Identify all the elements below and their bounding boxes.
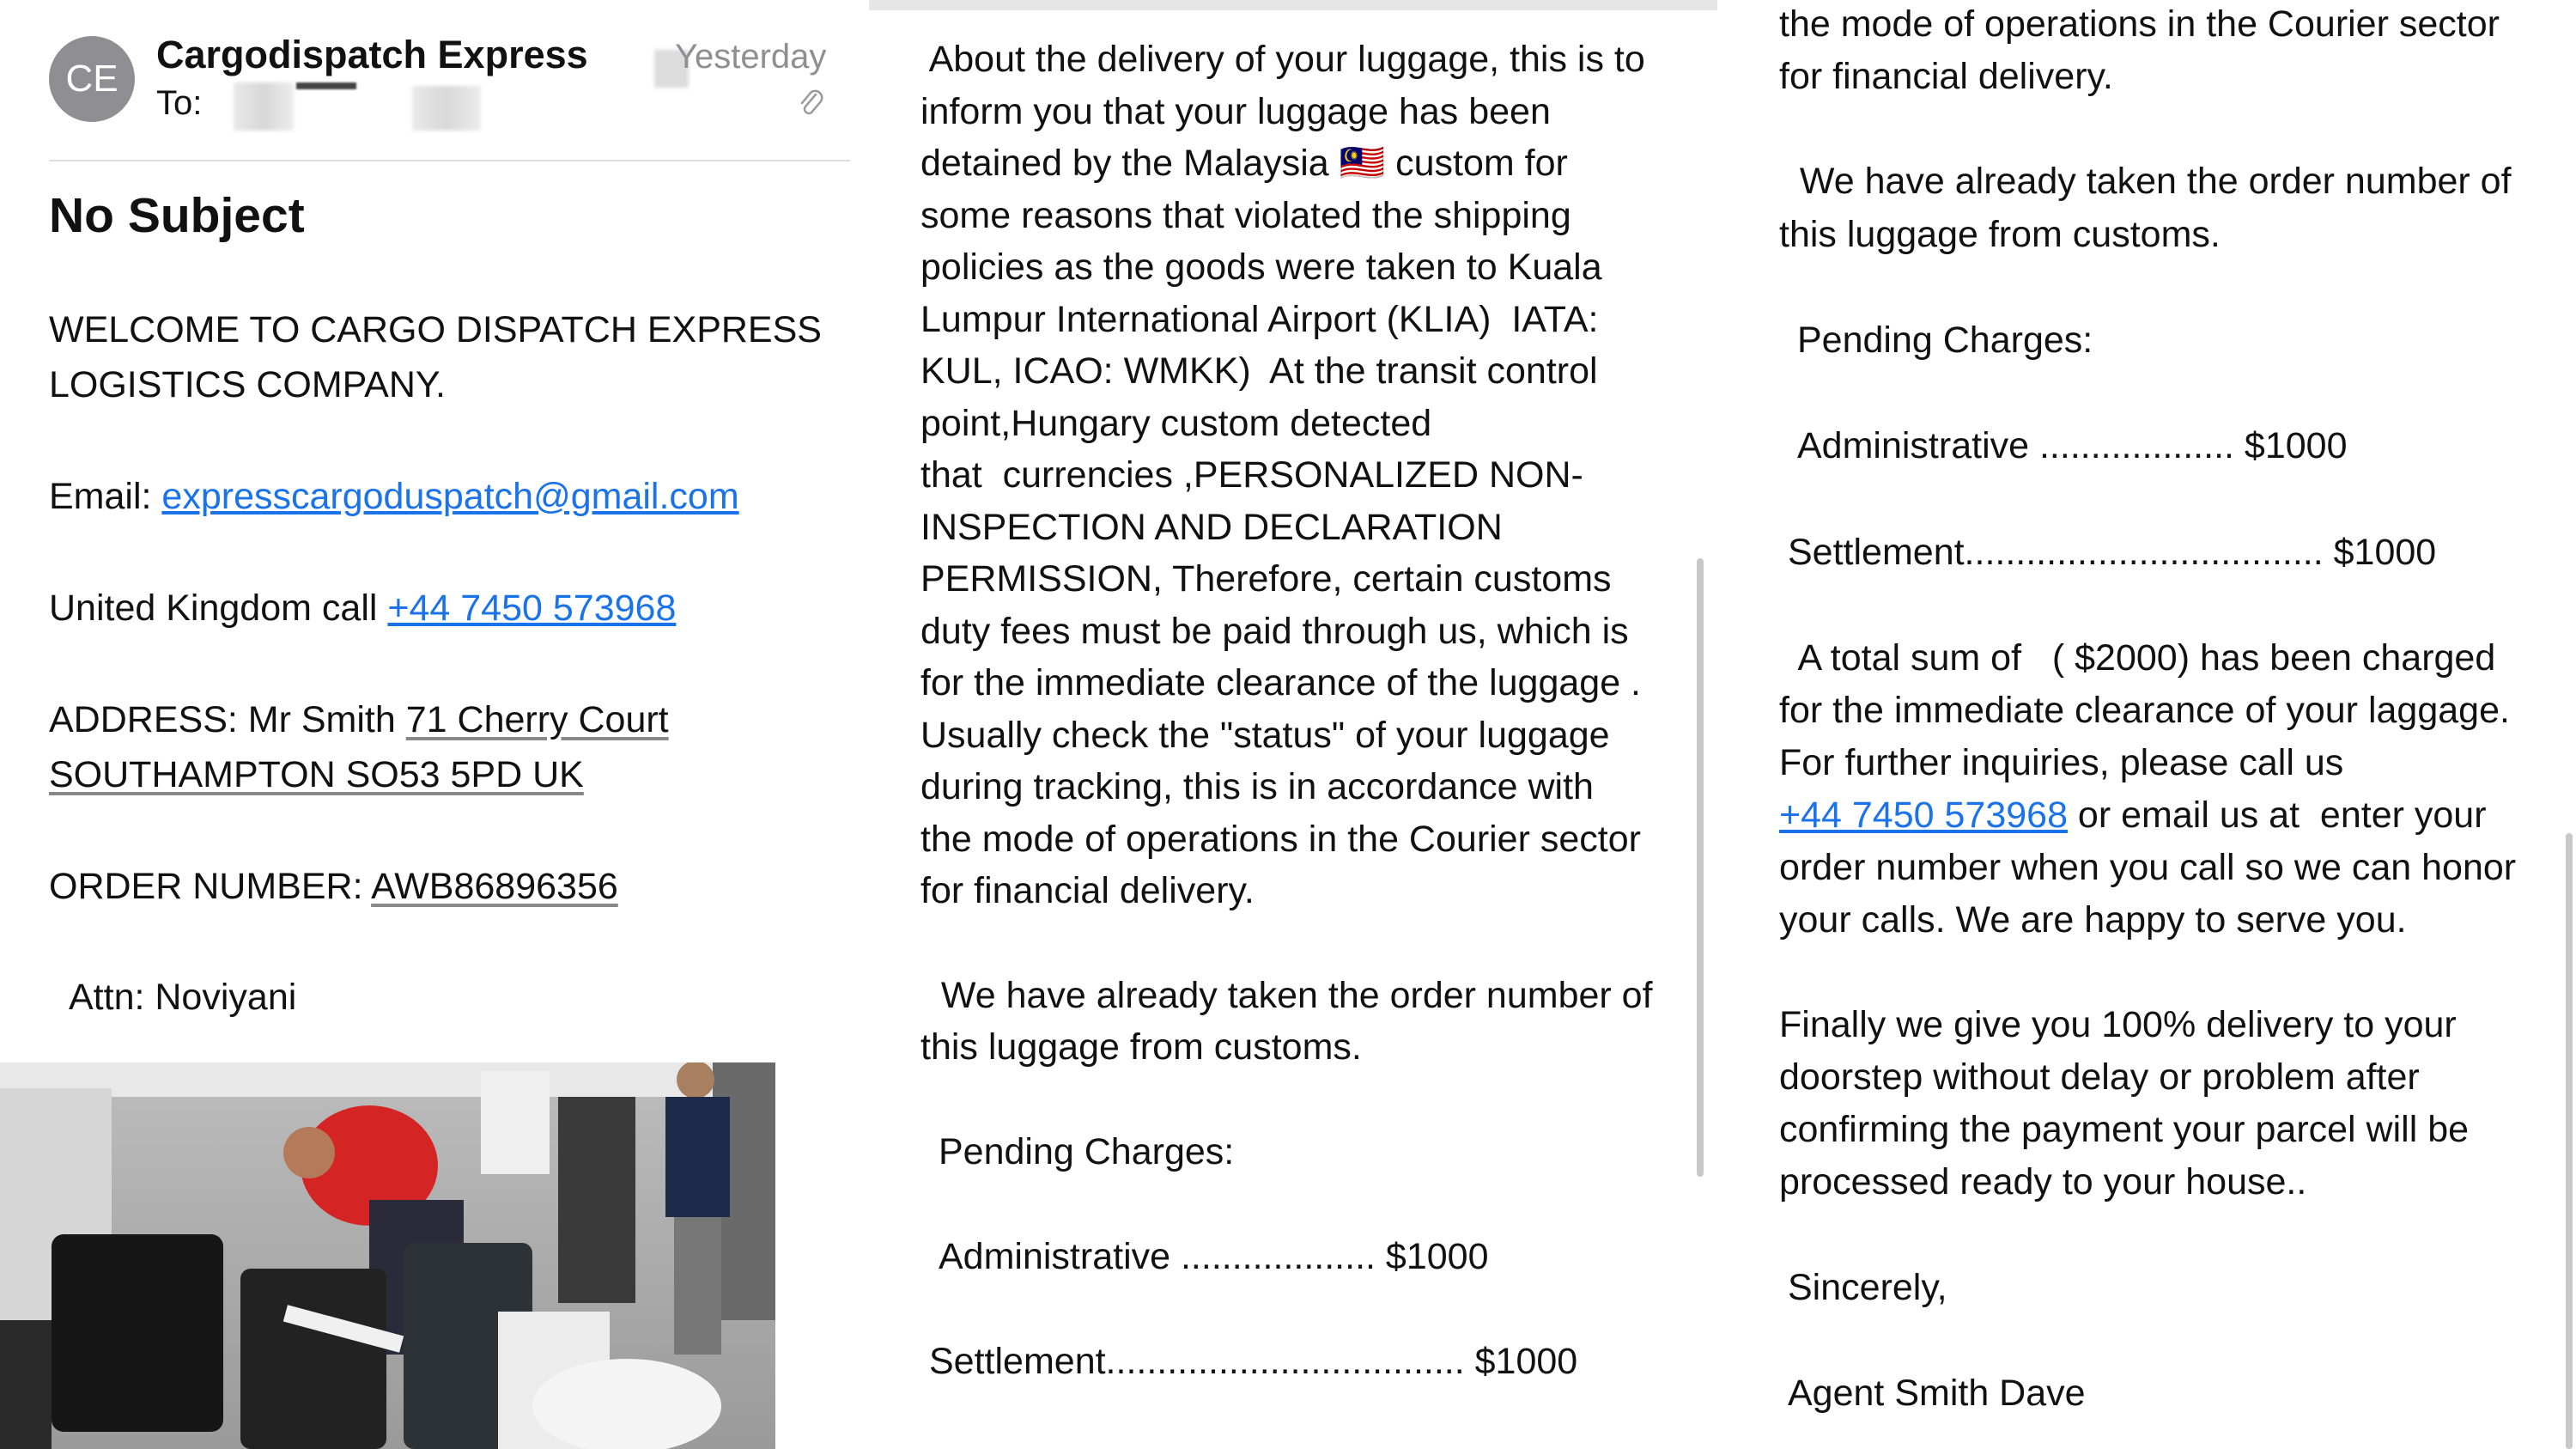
settlement-charge: Settlement................................... $1000 [1788, 532, 2437, 573]
email-link[interactable]: expresscargoduspatch@gmail.com [161, 476, 739, 517]
order-label: ORDER NUMBER: [49, 866, 372, 907]
contact-phone-link[interactable]: +44 7450 573968 [1779, 795, 2068, 836]
panel-separator-2 [1717, 0, 1728, 1449]
header-divider [49, 160, 850, 161]
taken-line-2: this luggage from customs. [1779, 214, 2221, 255]
avatar-initials: CE [65, 58, 118, 100]
address-street[interactable]: 71 Cherry Court [405, 699, 669, 740]
address-line-1 [49, 694, 669, 746]
body-line: the mode of operations in the Courier sector [920, 818, 1641, 860]
uk-phone-link[interactable]: +44 7450 573968 [387, 588, 677, 629]
address-label: ADDRESS: Mr Smith [49, 699, 406, 740]
body-line: point,Hungary custom detected [920, 402, 1432, 444]
order-number[interactable]: AWB86896356 [371, 866, 618, 907]
finally-line-4: processed ready to your house.. [1779, 1161, 2307, 1202]
body-line: that currencies ,PERSONALIZED NON- [920, 454, 1583, 496]
body-line: for financial delivery. [920, 870, 1255, 911]
redacted-recipient-mark [296, 82, 356, 89]
administrative-charge: Administrative ................... $1000 [939, 1236, 1489, 1277]
mode-line-2: for financial delivery. [1779, 56, 2113, 97]
body-line: policies as the goods were taken to Kuala [920, 247, 1602, 288]
email-body-panel-middle [869, 0, 1717, 1449]
body-line: Lumpur International Airport (KLIA) IATA: [920, 298, 1599, 340]
total-line-1: A total sum of ( $2000) has been charged [1779, 637, 2496, 679]
uk-phone-line [49, 582, 676, 635]
body-line: some reasons that violated the shipping [920, 194, 1571, 236]
body-line: for the immediate clearance of the luggage . [920, 662, 1642, 703]
order-number-line [49, 861, 618, 913]
email-subject: No Subject [49, 188, 305, 243]
administrative-charge: Administrative ................... $1000 [1797, 425, 2348, 466]
sender-avatar[interactable] [49, 36, 135, 122]
luggage-photo[interactable] [0, 1062, 775, 1449]
sender-name[interactable]: Cargodispatch Express [156, 33, 588, 76]
pending-charges-label: Pending Charges: [939, 1131, 1235, 1172]
email-date: Yesterday [675, 38, 827, 76]
mode-line-1: the mode of operations in the Courier sector [1779, 3, 2500, 45]
body-line: duty fees must be paid through us, which is [920, 610, 1629, 652]
scrollbar[interactable] [1697, 558, 1704, 1177]
body-line: About the delivery of your luggage, this is to [920, 39, 1645, 80]
body-line: PERMISSION, Therefore, certain customs [920, 558, 1612, 600]
welcome-line-1: WELCOME TO CARGO DISPATCH EXPRESS [49, 309, 822, 350]
email-header-panel [0, 0, 867, 1449]
pending-charges-label: Pending Charges: [1797, 320, 2093, 361]
email-body-panel-right [1728, 0, 2576, 1449]
body-line: detained by the Malaysia 🇲🇾 custom for [920, 143, 1568, 184]
total-line-3: For further inquiries, please call us [1779, 742, 2344, 783]
total-line-6: your calls. We are happy to serve you. [1779, 899, 2407, 941]
closing-sincerely: Sincerely, [1788, 1267, 1947, 1308]
total-line-4-rest: or email us at enter your [2067, 795, 2487, 836]
body-line: Usually check the "status" of your luggage [920, 714, 1610, 756]
uk-phone-label: United Kingdom call [49, 588, 388, 629]
address-city[interactable]: SOUTHAMPTON SO53 5PD UK [49, 754, 584, 795]
email-line [49, 471, 739, 523]
finally-line-1: Finally we give you 100% delivery to your [1779, 1004, 2457, 1045]
scrollbar[interactable] [2566, 833, 2573, 1449]
email-label: Email: [49, 476, 162, 517]
panel-separator [859, 0, 869, 1449]
taken-line-1: We have already taken the order number of [920, 975, 1653, 1016]
taken-line-2: this luggage from customs. [920, 1026, 1362, 1068]
total-line-4 [1779, 789, 2487, 842]
luggage-photo-image [0, 1062, 775, 1449]
attachment-paperclip-icon[interactable] [799, 88, 824, 119]
total-line-2: for the immediate clearance of your laggage. [1779, 690, 2510, 731]
recipient-label: To: [156, 84, 203, 122]
body-line: KUL, ICAO: WMKK) At the transit control [920, 350, 1598, 392]
settlement-charge: Settlement................................... $1000 [929, 1341, 1578, 1382]
redacted-recipient [234, 82, 294, 131]
finally-line-3: confirming the payment your parcel will be [1779, 1109, 2470, 1150]
signature: Agent Smith Dave [1788, 1373, 2086, 1414]
top-divider [869, 0, 1717, 10]
taken-line-1: We have already taken the order number of [1779, 161, 2512, 202]
attn-line: Attn: Noviyani [69, 977, 297, 1018]
body-line: inform you that your luggage has been [920, 90, 1551, 132]
finally-line-2: doorstep without delay or problem after [1779, 1056, 2420, 1098]
welcome-line-2: LOGISTICS COMPANY. [49, 364, 446, 405]
total-line-5: order number when you call so we can honor [1779, 847, 2517, 888]
body-line: INSPECTION AND DECLARATION [920, 506, 1503, 548]
body-line: during tracking, this is in accordance with [920, 766, 1594, 807]
redacted-recipient-2 [412, 86, 481, 131]
